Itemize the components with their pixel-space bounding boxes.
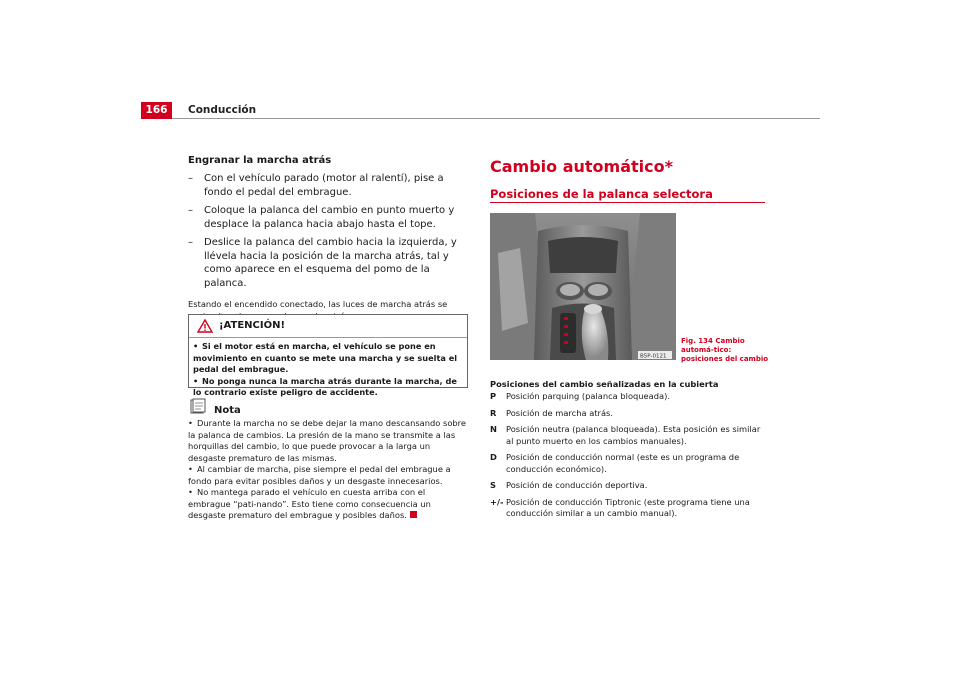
reverse-lights-note: Estando el encendido conectado, las luces de marcha atrás se — [188, 299, 448, 309]
selector-positions-heading: Posiciones de la palanca selectora — [490, 187, 713, 201]
warning-box — [188, 314, 468, 397]
warning-header — [189, 315, 467, 338]
positions-list — [490, 391, 770, 525]
warning-body — [193, 341, 463, 399]
position-key: S — [490, 480, 496, 490]
position-text: Posición de conducción deportiva. — [506, 480, 648, 490]
automatic-gearbox-heading: Cambio automático* — [490, 157, 673, 176]
positions-heading: Posiciones del cambio señalizadas en la cubierta — [490, 379, 719, 389]
position-item — [490, 480, 770, 492]
position-key: +/- — [490, 496, 504, 507]
position-text: Posición parquing (palanca bloqueada). — [506, 391, 670, 401]
reverse-gear-section — [188, 155, 468, 322]
reverse-gear-heading: Engranar la marcha atrás — [188, 155, 332, 166]
figure-code: B5P-0121 — [640, 353, 667, 360]
note-item: • No mantega parado el vehículo en cuesta arriba con el embrague “pati-nando”. Esto tiene como consecuencia un desgaste prematuro del embrague y posibles daños. — [188, 487, 431, 520]
step-text: Coloque la palanca del cambio en punto muerto y desplace la palanca hacia abajo hasta el tope. — [204, 205, 455, 230]
step-item: – Deslice la palanca del cambio hacia la izquierda, y llévela hacia la posición de la marcha atrás, tal y como aparece en el esquema del pomo de la palanca. — [188, 237, 457, 289]
position-text: Posición de marcha atrás. — [506, 407, 613, 418]
step-text: Deslice la palanca del cambio hacia la izquierda, y llévela hacia la posición de la marcha atrás, tal y como aparece en el esquema del pomo de la palanca. — [204, 237, 457, 289]
figure-caption: Fig. 134 Cambio automá-tico: posiciones del cambio — [681, 337, 769, 363]
section-title: Conducción — [188, 104, 257, 116]
position-item — [490, 408, 770, 420]
note-item: • Al cambiar de marcha, pise siempre el pedal del embrague a fondo para evitar posibles daños y un desgaste innecesarios. — [188, 464, 451, 486]
note-icon — [190, 398, 206, 414]
section-end-marker — [410, 511, 417, 518]
position-item — [490, 452, 770, 475]
warning-item: • Si el motor está en marcha, el vehículo se pone en movimiento en cuanto se mete una marcha y se suelta el pedal del embrague. — [193, 341, 458, 374]
position-item — [490, 424, 770, 447]
position-item — [490, 497, 770, 520]
page-number: 166 — [141, 102, 172, 119]
step-item: – Coloque la palanca del cambio en punto muerto y desplace la palanca hacia abajo hasta el tope. — [188, 205, 455, 230]
warning-item: • No ponga nunca la marcha atrás durante la marcha, de lo contrario existe peligro de accidente. — [193, 375, 457, 397]
note-title: Nota — [214, 405, 241, 416]
position-key: N — [490, 424, 497, 434]
position-item — [490, 391, 770, 403]
position-text: Posición de conducción normal (este es un programa de conducción económico). — [506, 452, 740, 474]
position-key: D — [490, 452, 497, 462]
step-item: – Con el vehículo parado (motor al ralentí), pise a fondo el pedal del embrague. — [188, 173, 444, 198]
position-key: R — [490, 407, 497, 418]
position-text: Posición neutra (palanca bloqueada). Esta posición es similar al punto muerto en los cambios manuales). — [506, 424, 761, 446]
warning-title: ¡ATENCIÓN! — [219, 320, 286, 331]
gear-selector-illustration — [490, 213, 676, 360]
gear-selector-figure — [490, 213, 676, 360]
header-divider — [172, 118, 820, 119]
position-key: P — [490, 391, 497, 401]
note-item: • Durante la marcha no se debe dejar la mano descansando sobre la palanca de cambios. La presión de la mano se transmite a las horquillas del cambio, lo que puede provocar a la larga un desgaste prematuro de las mismas. — [188, 418, 466, 463]
note-body — [188, 418, 468, 522]
heading-underline — [490, 202, 765, 203]
step-text: Con el vehículo parado (motor al ralentí), pise a fondo el pedal del embrague. — [204, 173, 444, 198]
position-text: Posición de conducción Tiptronic (este programa tiene una conducción similar a un cambio manual). — [506, 496, 750, 518]
warning-triangle-icon — [197, 319, 213, 333]
